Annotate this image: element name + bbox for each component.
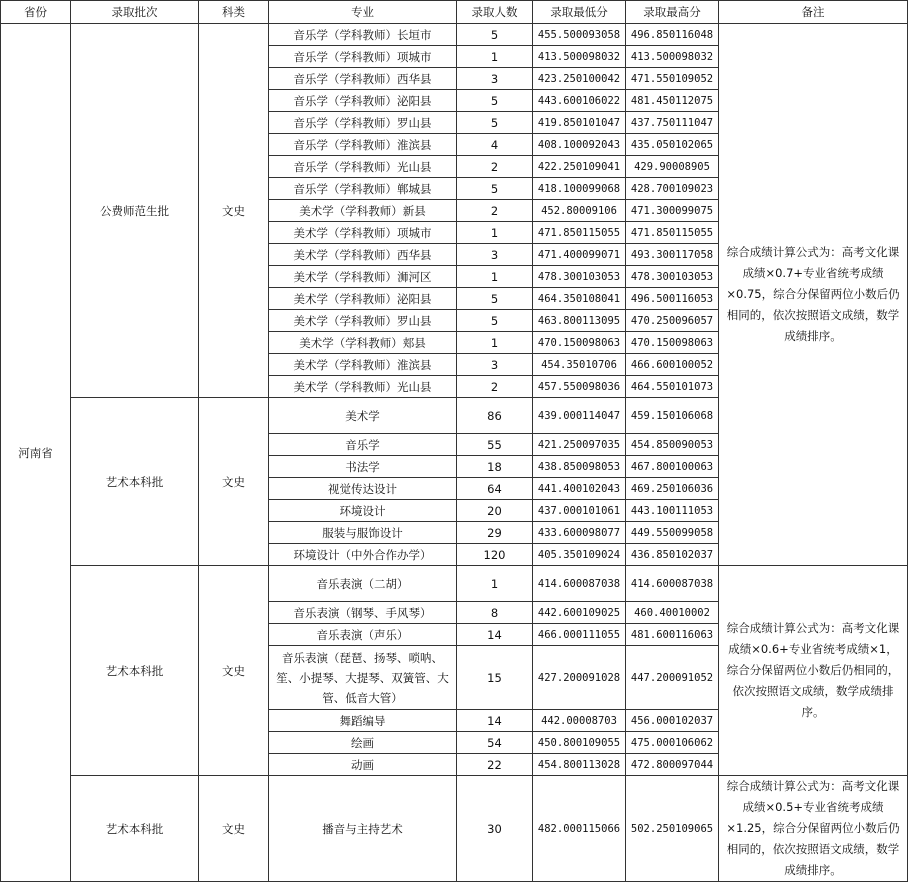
min-score-cell: 422.250109041	[533, 156, 626, 178]
count-cell: 5	[457, 288, 533, 310]
note-cell: 综合成绩计算公式为：高考文化课成绩×0.6+专业省统考成绩×1，综合分保留两位小数后仍相同的，依次按照语文成绩，数学成绩排序。	[719, 566, 908, 776]
max-score-cell: 496.850116048	[626, 24, 719, 46]
max-score-cell: 459.150106068	[626, 398, 719, 434]
province-cell: 河南省	[1, 24, 71, 882]
count-cell: 1	[457, 566, 533, 602]
note-cell: 综合成绩计算公式为：高考文化课成绩×0.7+专业省统考成绩×0.75，综合分保留两位小数后仍相同的，依次按照语文成绩，数学成绩排序。	[719, 24, 908, 566]
header-max-score: 录取最高分	[626, 1, 719, 24]
major-cell: 绘画	[269, 732, 457, 754]
max-score-cell: 447.200091052	[626, 646, 719, 710]
max-score-cell: 467.800100063	[626, 456, 719, 478]
batch-cell: 艺术本科批	[71, 398, 199, 566]
major-cell: 视觉传达设计	[269, 478, 457, 500]
max-score-cell: 436.850102037	[626, 544, 719, 566]
major-cell: 音乐学（学科教师）罗山县	[269, 112, 457, 134]
max-score-cell: 472.800097044	[626, 754, 719, 776]
max-score-cell: 471.300099075	[626, 200, 719, 222]
major-cell: 美术学（学科教师）西华县	[269, 244, 457, 266]
major-cell: 音乐学（学科教师）淮滨县	[269, 134, 457, 156]
major-cell: 音乐表演（钢琴、手风琴）	[269, 602, 457, 624]
header-min-score: 录取最低分	[533, 1, 626, 24]
major-cell: 美术学（学科教师）郏县	[269, 332, 457, 354]
batch-cell: 公费师范生批	[71, 24, 199, 398]
table-row	[1, 776, 908, 882]
header-row	[1, 1, 908, 24]
max-score-cell: 413.500098032	[626, 46, 719, 68]
max-score-cell: 470.250096057	[626, 310, 719, 332]
major-cell: 美术学	[269, 398, 457, 434]
min-score-cell: 437.000101061	[533, 500, 626, 522]
major-cell: 美术学（学科教师）项城市	[269, 222, 457, 244]
count-cell: 5	[457, 310, 533, 332]
count-cell: 3	[457, 354, 533, 376]
major-cell: 音乐学（学科教师）郸城县	[269, 178, 457, 200]
max-score-cell: 478.300103053	[626, 266, 719, 288]
count-cell: 5	[457, 24, 533, 46]
count-cell: 54	[457, 732, 533, 754]
subject-cell: 文史	[199, 24, 269, 398]
min-score-cell: 408.100092043	[533, 134, 626, 156]
count-cell: 20	[457, 500, 533, 522]
max-score-cell: 471.550109052	[626, 68, 719, 90]
count-cell: 1	[457, 222, 533, 244]
min-score-cell: 464.350108041	[533, 288, 626, 310]
note-cell: 综合成绩计算公式为：高考文化课成绩×0.5+专业省统考成绩×1.25，综合分保留两位小数后仍相同的，依次按照语文成绩，数学成绩排序。	[719, 776, 908, 882]
count-cell: 5	[457, 112, 533, 134]
min-score-cell: 442.600109025	[533, 602, 626, 624]
count-cell: 14	[457, 624, 533, 646]
major-cell: 音乐表演（琵琶、扬琴、唢呐、笙、小提琴、大提琴、双簧管、大管、低音大管）	[269, 646, 457, 710]
min-score-cell: 452.80009106	[533, 200, 626, 222]
max-score-cell: 481.450112075	[626, 90, 719, 112]
major-cell: 音乐学（学科教师）长垣市	[269, 24, 457, 46]
max-score-cell: 428.700109023	[626, 178, 719, 200]
major-cell: 环境设计	[269, 500, 457, 522]
major-cell: 音乐学（学科教师）光山县	[269, 156, 457, 178]
min-score-cell: 454.800113028	[533, 754, 626, 776]
max-score-cell: 469.250106036	[626, 478, 719, 500]
max-score-cell: 475.000106062	[626, 732, 719, 754]
major-cell: 美术学（学科教师）淮滨县	[269, 354, 457, 376]
max-score-cell: 464.550101073	[626, 376, 719, 398]
major-cell: 美术学（学科教师）新县	[269, 200, 457, 222]
min-score-cell: 470.150098063	[533, 332, 626, 354]
major-cell: 书法学	[269, 456, 457, 478]
major-cell: 音乐表演（声乐）	[269, 624, 457, 646]
table-row	[1, 566, 908, 602]
count-cell: 22	[457, 754, 533, 776]
count-cell: 120	[457, 544, 533, 566]
count-cell: 8	[457, 602, 533, 624]
min-score-cell: 450.800109055	[533, 732, 626, 754]
min-score-cell: 454.35010706	[533, 354, 626, 376]
major-cell: 美术学（学科教师）光山县	[269, 376, 457, 398]
count-cell: 1	[457, 332, 533, 354]
max-score-cell: 496.500116053	[626, 288, 719, 310]
major-cell: 动画	[269, 754, 457, 776]
major-cell: 音乐学	[269, 434, 457, 456]
batch-cell: 艺术本科批	[71, 776, 199, 882]
major-cell: 音乐表演（二胡）	[269, 566, 457, 602]
count-cell: 2	[457, 156, 533, 178]
table-row	[1, 24, 908, 46]
count-cell: 2	[457, 376, 533, 398]
min-score-cell: 421.250097035	[533, 434, 626, 456]
header-major: 专业	[269, 1, 457, 24]
count-cell: 55	[457, 434, 533, 456]
major-cell: 服装与服饰设计	[269, 522, 457, 544]
max-score-cell: 437.750111047	[626, 112, 719, 134]
major-cell: 音乐学（学科教师）泌阳县	[269, 90, 457, 112]
min-score-cell: 471.850115055	[533, 222, 626, 244]
min-score-cell: 443.600106022	[533, 90, 626, 112]
max-score-cell: 435.050102065	[626, 134, 719, 156]
header-batch: 录取批次	[71, 1, 199, 24]
max-score-cell: 466.600100052	[626, 354, 719, 376]
count-cell: 4	[457, 134, 533, 156]
subject-cell: 文史	[199, 776, 269, 882]
max-score-cell: 414.600087038	[626, 566, 719, 602]
major-cell: 舞蹈编导	[269, 710, 457, 732]
count-cell: 3	[457, 244, 533, 266]
major-cell: 音乐学（学科教师）西华县	[269, 68, 457, 90]
min-score-cell: 478.300103053	[533, 266, 626, 288]
major-cell: 美术学（学科教师）泌阳县	[269, 288, 457, 310]
max-score-cell: 460.40010002	[626, 602, 719, 624]
min-score-cell: 466.000111055	[533, 624, 626, 646]
major-cell: 环境设计（中外合作办学）	[269, 544, 457, 566]
count-cell: 86	[457, 398, 533, 434]
major-cell: 美术学（学科教师）罗山县	[269, 310, 457, 332]
min-score-cell: 405.350109024	[533, 544, 626, 566]
header-count: 录取人数	[457, 1, 533, 24]
count-cell: 64	[457, 478, 533, 500]
max-score-cell: 449.550099058	[626, 522, 719, 544]
min-score-cell: 442.00008703	[533, 710, 626, 732]
count-cell: 29	[457, 522, 533, 544]
count-cell: 1	[457, 266, 533, 288]
count-cell: 1	[457, 46, 533, 68]
min-score-cell: 414.600087038	[533, 566, 626, 602]
max-score-cell: 481.600116063	[626, 624, 719, 646]
subject-cell: 文史	[199, 398, 269, 566]
count-cell: 5	[457, 178, 533, 200]
count-cell: 15	[457, 646, 533, 710]
min-score-cell: 423.250100042	[533, 68, 626, 90]
min-score-cell: 482.000115066	[533, 776, 626, 882]
min-score-cell: 463.800113095	[533, 310, 626, 332]
min-score-cell: 419.850101047	[533, 112, 626, 134]
max-score-cell: 502.250109065	[626, 776, 719, 882]
count-cell: 2	[457, 200, 533, 222]
max-score-cell: 470.150098063	[626, 332, 719, 354]
major-cell: 美术学（学科教师）浉河区	[269, 266, 457, 288]
header-note: 备注	[719, 1, 908, 24]
subject-cell: 文史	[199, 566, 269, 776]
count-cell: 3	[457, 68, 533, 90]
count-cell: 30	[457, 776, 533, 882]
header-subject: 科类	[199, 1, 269, 24]
min-score-cell: 455.500093058	[533, 24, 626, 46]
count-cell: 5	[457, 90, 533, 112]
min-score-cell: 457.550098036	[533, 376, 626, 398]
max-score-cell: 456.000102037	[626, 710, 719, 732]
header-province: 省份	[1, 1, 71, 24]
count-cell: 18	[457, 456, 533, 478]
max-score-cell: 471.850115055	[626, 222, 719, 244]
min-score-cell: 418.100099068	[533, 178, 626, 200]
min-score-cell: 471.400099071	[533, 244, 626, 266]
major-cell: 音乐学（学科教师）项城市	[269, 46, 457, 68]
min-score-cell: 438.850098053	[533, 456, 626, 478]
batch-cell: 艺术本科批	[71, 566, 199, 776]
max-score-cell: 443.100111053	[626, 500, 719, 522]
min-score-cell: 441.400102043	[533, 478, 626, 500]
count-cell: 14	[457, 710, 533, 732]
max-score-cell: 429.90008905	[626, 156, 719, 178]
major-cell: 播音与主持艺术	[269, 776, 457, 882]
min-score-cell: 427.200091028	[533, 646, 626, 710]
max-score-cell: 493.300117058	[626, 244, 719, 266]
min-score-cell: 433.600098077	[533, 522, 626, 544]
max-score-cell: 454.850090053	[626, 434, 719, 456]
min-score-cell: 439.000114047	[533, 398, 626, 434]
min-score-cell: 413.500098032	[533, 46, 626, 68]
